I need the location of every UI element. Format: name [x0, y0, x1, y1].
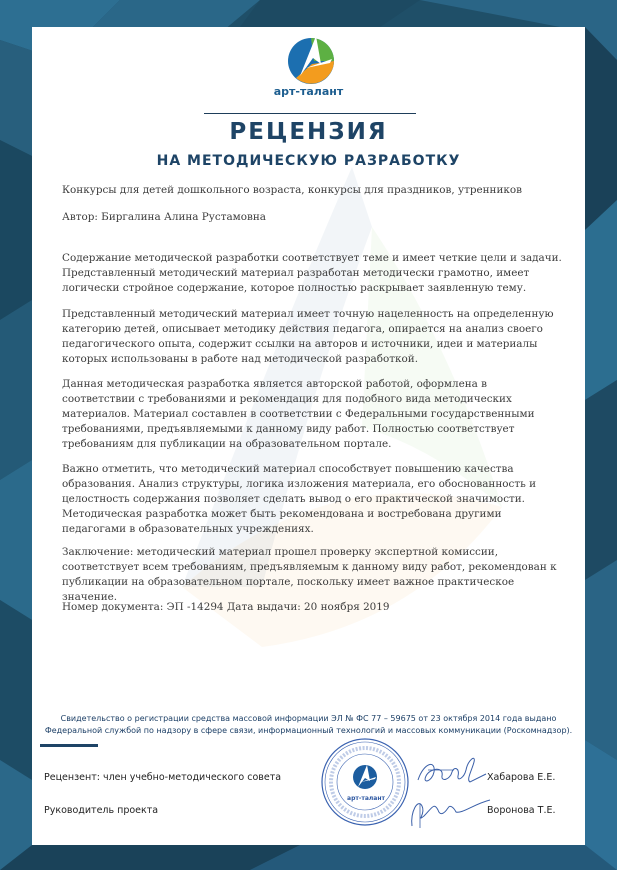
registration-notice — [32, 713, 585, 737]
official-stamp-icon — [320, 737, 410, 827]
review-certificate — [32, 27, 585, 845]
reviewer-label: Рецензент: член учебно-методического совета — [44, 772, 282, 783]
paragraph-1: Содержание методической разработки соответствует теме и имеет четкие цели и задачи. Представленный методический материал разработан методически грамотно, имеет логически стройное содержание, которое полностью раскрывает заявленную тему. — [62, 252, 562, 294]
page-title: РЕЦЕНЗИЯ — [229, 119, 388, 145]
author-line: Автор: Биргалина Алина Рустамовна — [62, 211, 266, 223]
manager-label: Руководитель проекта — [44, 805, 159, 816]
art-talant-logo-icon — [286, 34, 336, 86]
paragraph-4: Важно отметить, что методический материал способствует повышению качества образования. Анализ структуры, логика изложения материала, его обоснованность и целостность содержания позволяет сделать вывод о его практической значимости. Методическая разработка может быть рекомендована и востребована другими педагогами в образовательных учреждениях. — [62, 463, 536, 535]
stamp-text: арт-талант — [347, 795, 385, 802]
paragraph-2: Представленный методический материал имеет точную нацеленность на определенную категорию детей, описывает методику действия педагога, опирается на анализ своего педагогического опыта, содержит ссылки на авторов и источники, идеи и материалы которых использованы в работе над методической разработкой. — [62, 308, 554, 365]
title-divider — [204, 113, 416, 114]
reviewer-name: Хабарова Е.Е. — [487, 772, 556, 783]
reviewer-signature — [414, 752, 489, 792]
document-info: Номер документа: ЭП -14294 Дата выдачи: 20 ноября 2019 — [62, 601, 390, 613]
paragraph-3: Данная методическая разработка является авторской работой, оформлена в соответствии с требованиями и рекомендация для подобного вида методических материалов. Материал составлен в соответствии с Федеральными государственными требованиями, предъявляемыми к данному виду работ. Полностью соответствует требованиям для публикации на образовательном портале. — [62, 378, 535, 450]
page-subtitle: НА МЕТОДИЧЕСКУЮ РАЗРАБОТКУ — [156, 153, 461, 169]
manager-name: Воронова Т.Е. — [487, 805, 556, 816]
paragraph-5: Заключение: методический материал прошел проверку экспертной комиссии, соответствует всем требованиям, предъявляемым к данному виду работ, рекомендован к публикации на образовательном портале, поскольку имеет важное практическое значение. — [62, 546, 557, 603]
registration-line-1: Свидетельство о регистрации средства массовой информации ЭЛ № ФС 77 – 59675 от 23 октября 2014 года выдано — [60, 714, 557, 723]
manager-signature — [404, 792, 494, 832]
logo-text: арт-талант — [273, 85, 344, 98]
category-line: Конкурсы для детей дошкольного возраста, конкурсы для праздников, утренников — [62, 184, 523, 196]
footer-divider — [40, 744, 98, 747]
registration-line-2: Федеральной службой по надзору в сфере связи, информационный технологий и массовых коммуникации (Роскомнадзор). — [44, 726, 573, 735]
